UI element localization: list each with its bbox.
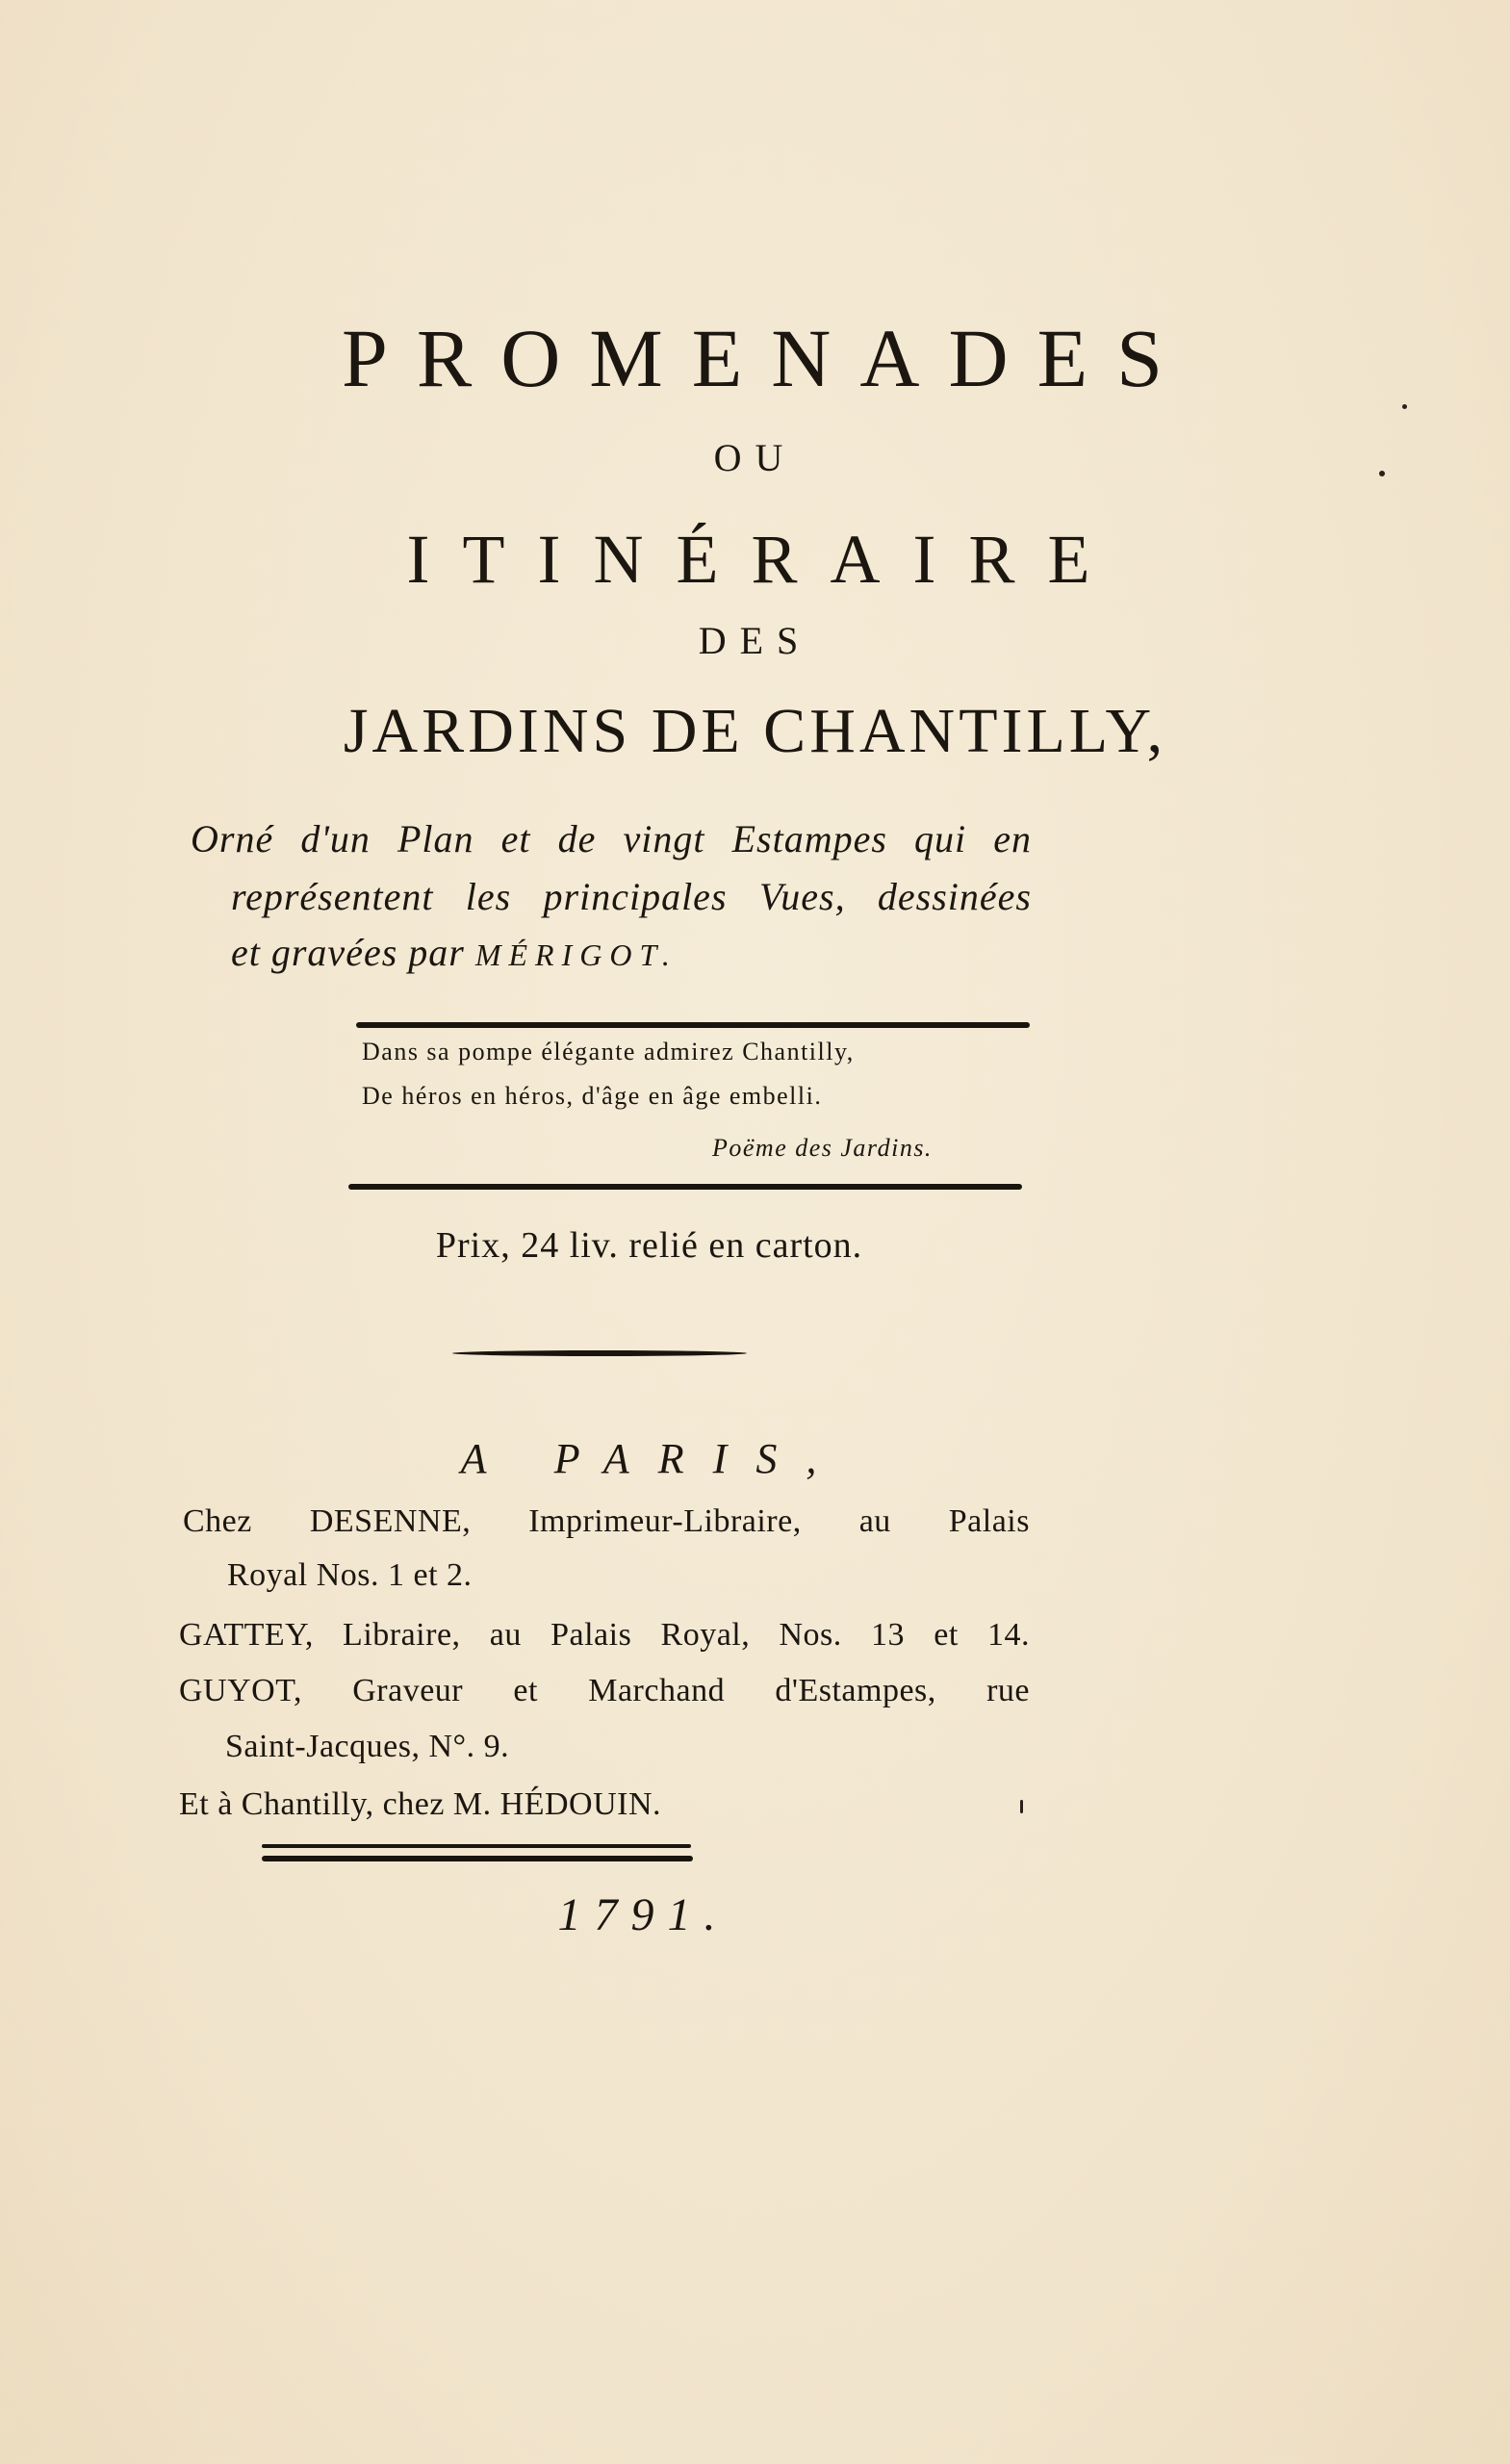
imprint-city: A PARIS,: [460, 1435, 846, 1482]
title-itineraire: ITINÉRAIRE: [406, 521, 1123, 598]
title-des: DES: [698, 619, 812, 662]
publisher-gattey: GATTEY, Libraire, au Palais Royal, Nos. 13 et 14.: [179, 1617, 1030, 1653]
author-name: MÉRIGOT.: [474, 937, 678, 972]
description-line-1: Orné d'un Plan et de vingt Estampes qui en: [191, 817, 1032, 860]
price-line: Prix, 24 liv. relié en carton.: [435, 1225, 863, 1266]
epigraph-line-1: Dans sa pompe élégante admirez Chantilly,: [362, 1038, 855, 1065]
title-jardins-de-chantilly: JARDINS DE CHANTILLY,: [343, 696, 1167, 766]
publisher-hedouin: Et à Chantilly, chez M. HÉDOUIN.: [179, 1786, 662, 1822]
double-rule-bottom: [262, 1856, 693, 1861]
publisher-guyot-address: Saint-Jacques, N°. 9.: [225, 1729, 510, 1764]
ornament-rule: [452, 1350, 747, 1356]
description-line-3: [231, 930, 678, 975]
description-prefix: et gravées par: [231, 931, 465, 974]
publication-year: 1791.: [557, 1889, 729, 1940]
paper-speck: [1379, 471, 1385, 476]
paper-speck: [1020, 1800, 1023, 1813]
epigraph-bottom-rule: [348, 1184, 1022, 1190]
publisher-guyot: GUYOT, Graveur et Marchand d'Estampes, rue: [179, 1673, 1030, 1708]
publisher-desenne: Chez DESENNE, Imprimeur-Libraire, au Palais: [183, 1503, 1030, 1539]
publisher-desenne-address: Royal Nos. 1 et 2.: [227, 1557, 473, 1593]
title-ou: OU: [713, 436, 797, 479]
epigraph-line-2: De héros en héros, d'âge en âge embelli.: [362, 1082, 823, 1110]
description-line-2: représentent les principales Vues, dessinées: [231, 875, 1032, 918]
epigraph-source: Poëme des Jardins.: [712, 1134, 933, 1162]
title-promenades: PROMENADES: [342, 312, 1191, 404]
double-rule-top: [262, 1844, 691, 1848]
paper-speck: [1402, 404, 1407, 409]
epigraph-top-rule: [356, 1022, 1030, 1028]
